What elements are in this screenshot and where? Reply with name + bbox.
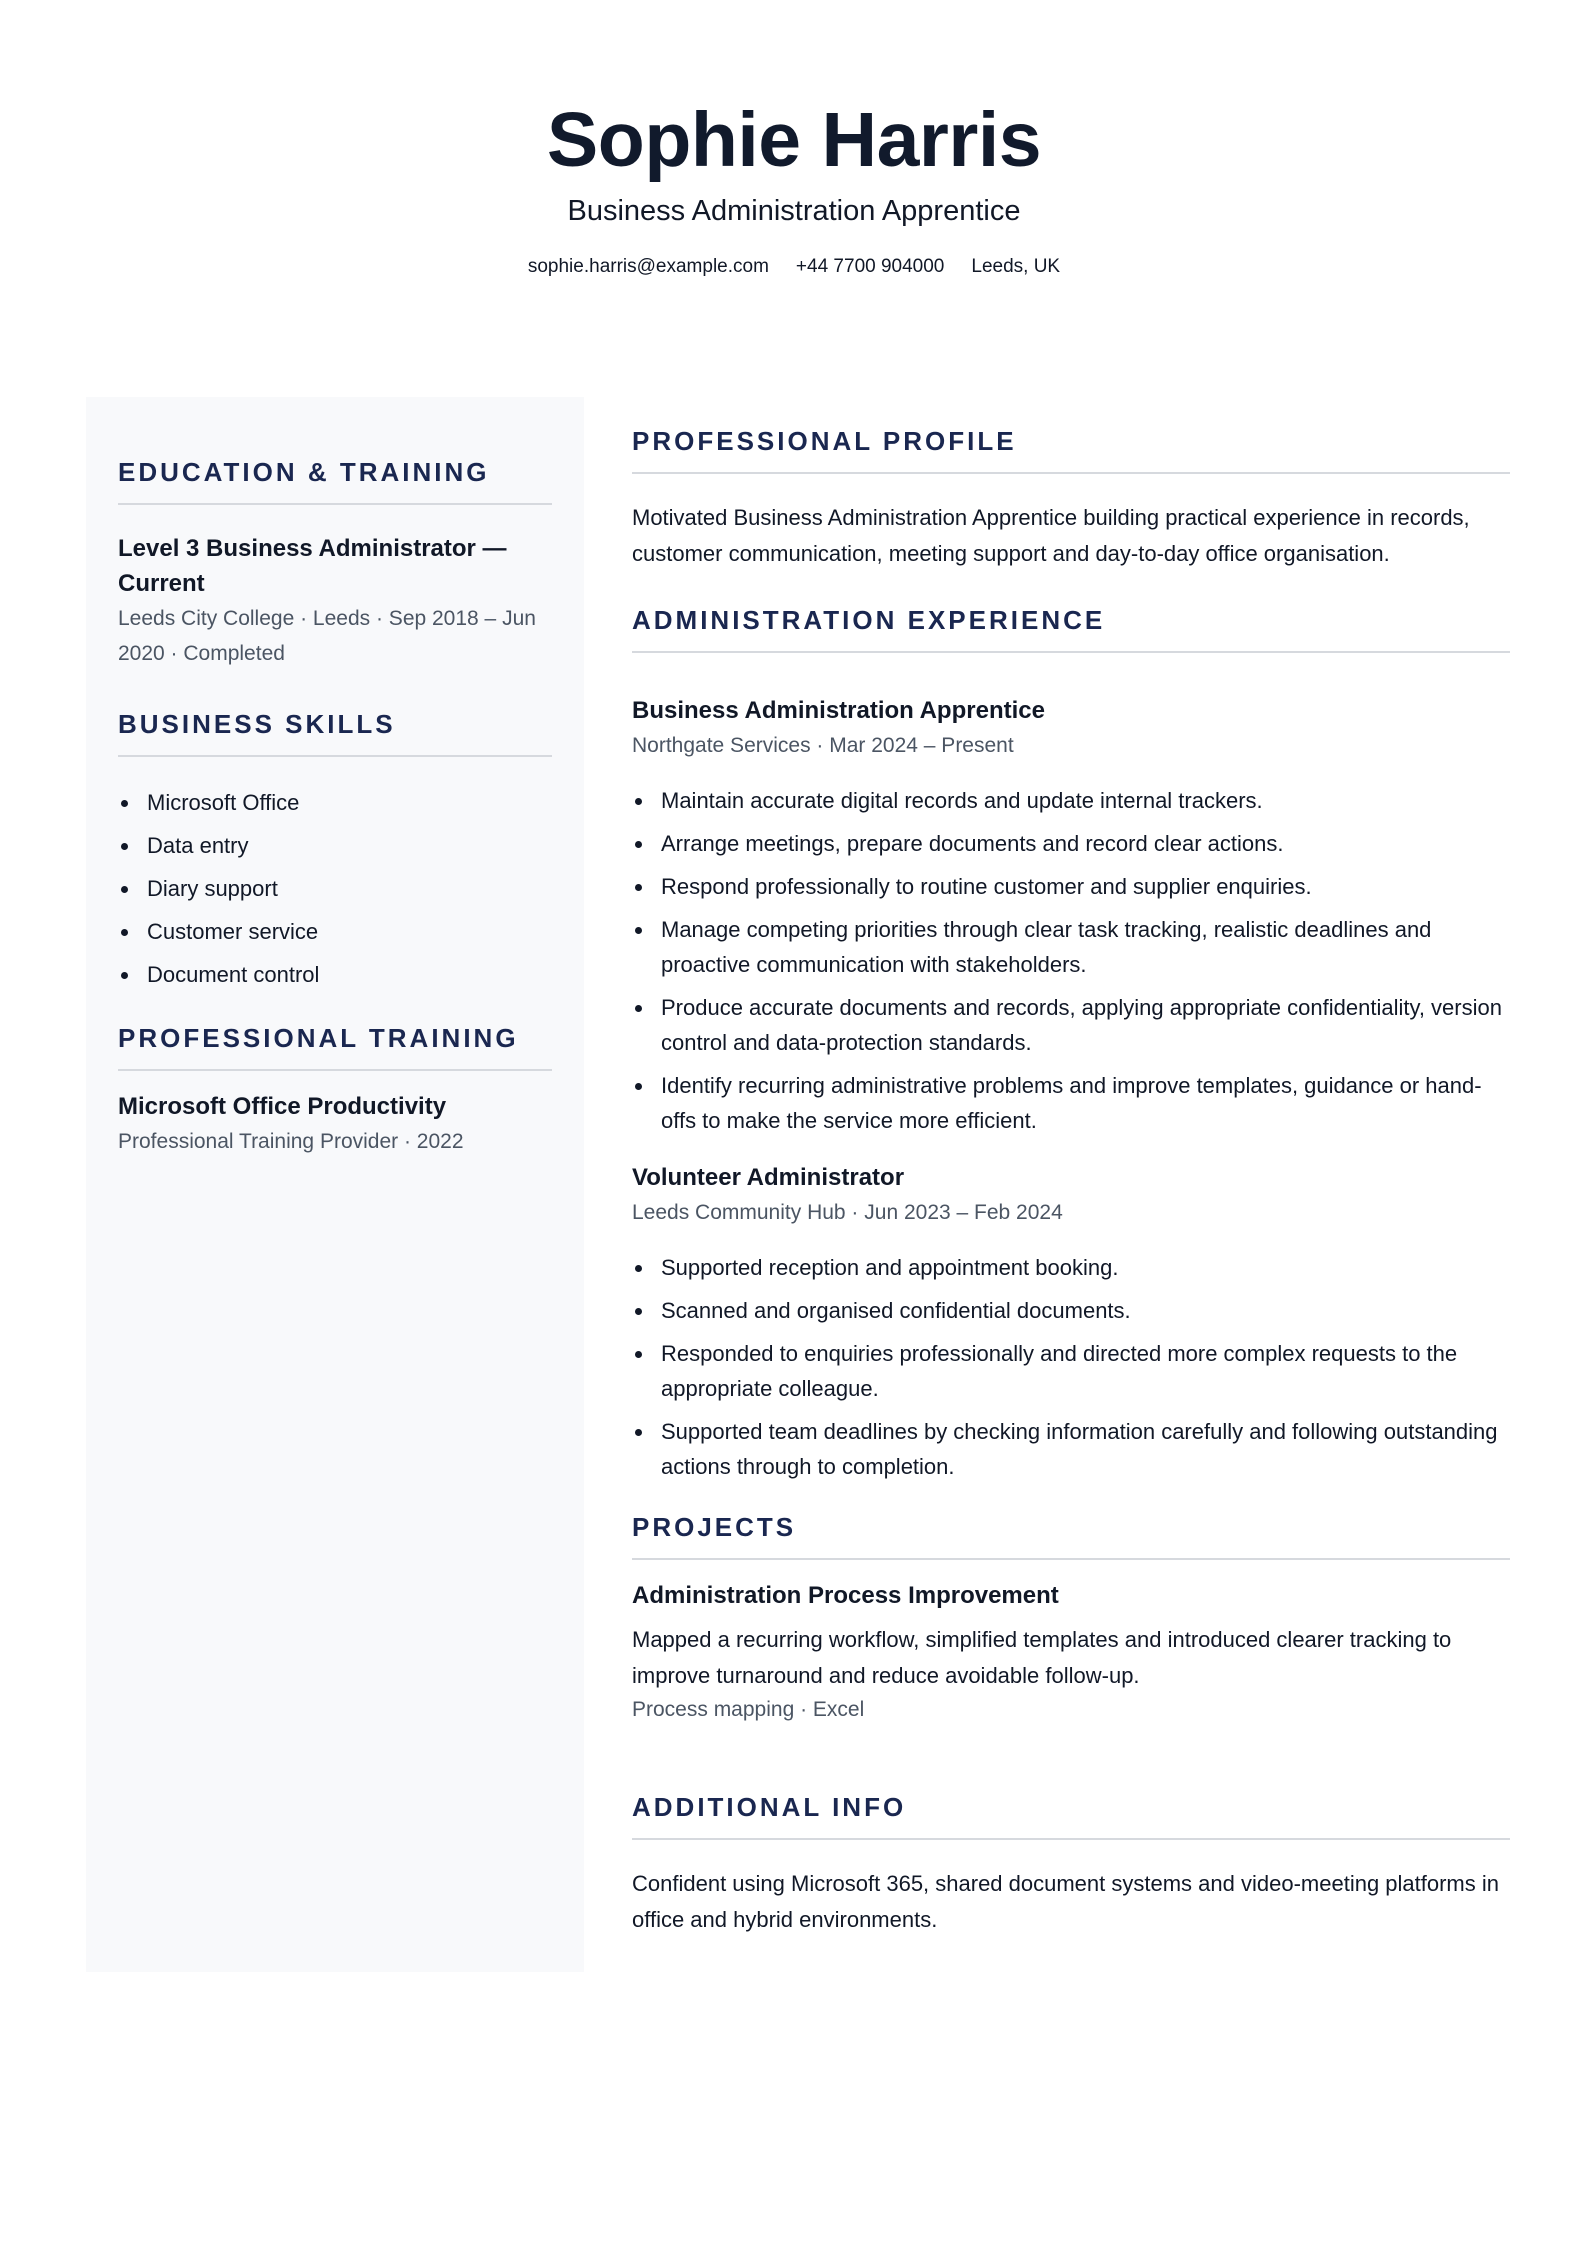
job-bullet (632, 826, 1510, 861)
job-bullet (632, 1250, 1510, 1285)
project-title: Administration Process Improvement (632, 1582, 1059, 1609)
additional-info-text: Confident using Microsoft 365, shared document systems and video-meeting platforms in office and hybrid environments. (632, 1871, 1499, 1932)
skills-section-title: BUSINESS SKILLS (118, 709, 396, 739)
section-divider (632, 472, 1510, 474)
skill-label: Diary support (147, 876, 278, 901)
training-section-title: PROFESSIONAL TRAINING (118, 1023, 519, 1053)
job-bullet-text: Responded to enquiries professionally and directed more complex requests to the appropriate colleague. (661, 1341, 1458, 1401)
bullet-icon (635, 798, 642, 805)
skill-item (118, 914, 552, 949)
job-meta: Leeds Community Hub · Jun 2023 – Feb 2024 (632, 1201, 1063, 1224)
education-section-title: EDUCATION & TRAINING (118, 457, 490, 487)
skill-label: Microsoft Office (147, 790, 300, 815)
bullet-icon (121, 886, 128, 893)
bullet-icon (635, 1083, 642, 1090)
projects-section-title: PROJECTS (632, 1512, 797, 1542)
contact-phone[interactable]: +44 7700 904000 (795, 256, 945, 277)
training-item (118, 1089, 552, 1159)
skill-item (118, 957, 552, 992)
job-bullet-text: Arrange meetings, prepare documents and record clear actions. (661, 831, 1284, 856)
section-divider (632, 1558, 1510, 1560)
education-item-title: Level 3 Business Administrator — Current (118, 535, 507, 597)
job-bullets (632, 783, 1510, 1138)
training-item-meta: Professional Training Provider · 2022 (118, 1130, 464, 1153)
skill-label: Data entry (147, 833, 249, 858)
education-item-meta: Leeds City College · Leeds · Sep 2018 – Jun 2020 · Completed (118, 607, 536, 665)
bullet-icon (635, 927, 642, 934)
training-item-title: Microsoft Office Productivity (118, 1093, 447, 1120)
candidate-name: Sophie Harris (546, 97, 1042, 183)
job-bullet (632, 869, 1510, 904)
job-bullet (632, 1068, 1510, 1138)
bullet-icon (121, 972, 128, 979)
contact-line (0, 254, 1588, 280)
job-bullet-text: Supported reception and appointment booking. (661, 1255, 1119, 1280)
bullet-icon (121, 843, 128, 850)
job-bullet (632, 912, 1510, 982)
project-entry (632, 1578, 1510, 1726)
job-bullet-text: Scanned and organised confidential documents. (661, 1298, 1131, 1323)
section-divider (118, 755, 552, 757)
contact-email[interactable]: sophie.harris@example.com (527, 256, 769, 277)
skill-item (118, 828, 552, 863)
bullet-icon (635, 884, 642, 891)
skill-label: Document control (147, 962, 320, 987)
job-bullet-text: Respond professionally to routine customer and supplier enquiries. (661, 874, 1312, 899)
skill-item (118, 871, 552, 906)
job-bullet (632, 1336, 1510, 1406)
additional-info-section-title: ADDITIONAL INFO (632, 1792, 907, 1822)
job-bullet-text: Identify recurring administrative problems and improve templates, guidance or hand-offs to make the service more efficient. (661, 1073, 1482, 1133)
bullet-icon (635, 1429, 642, 1436)
project-tools: Process mapping · Excel (632, 1698, 865, 1721)
bullet-icon (121, 800, 128, 807)
experience-section-title: ADMINISTRATION EXPERIENCE (632, 605, 1106, 635)
profile-section-title: PROFESSIONAL PROFILE (632, 426, 1017, 456)
job-bullet (632, 783, 1510, 818)
job-title: Volunteer Administrator (632, 1164, 905, 1191)
profile-text: Motivated Business Administration Apprentice building practical experience in records, customer communication, meeting support and day-to-day office organisation. (632, 505, 1470, 566)
bullet-icon (635, 1005, 642, 1012)
bullet-icon (635, 1308, 642, 1315)
skills-list (118, 785, 552, 992)
bullet-icon (635, 841, 642, 848)
section-divider (632, 651, 1510, 653)
job-bullets (632, 1250, 1510, 1484)
job-entry (632, 1160, 1510, 1484)
education-item (118, 531, 552, 671)
bullet-icon (635, 1351, 642, 1358)
job-bullet-text: Produce accurate documents and records, applying appropriate confidentiality, version control and data-protection standards. (661, 995, 1502, 1055)
bullet-icon (635, 1265, 642, 1272)
job-bullet (632, 1293, 1510, 1328)
job-bullet (632, 990, 1510, 1060)
sidebar (86, 397, 584, 1972)
job-bullet-text: Supported team deadlines by checking information carefully and following outstanding actions through to completion. (661, 1419, 1498, 1479)
contact-location: Leeds, UK (971, 256, 1061, 277)
skill-label: Customer service (147, 919, 319, 944)
job-title: Business Administration Apprentice (632, 697, 1045, 724)
skill-item (118, 785, 552, 820)
project-description: Mapped a recurring workflow, simplified templates and introduced clearer tracking to improve turnaround and reduce avoidable follow-up. (632, 1627, 1452, 1688)
main-column (632, 397, 1510, 1937)
job-bullet-text: Maintain accurate digital records and update internal trackers. (661, 788, 1263, 813)
section-divider (118, 1069, 552, 1071)
bullet-icon (121, 929, 128, 936)
job-meta: Northgate Services · Mar 2024 – Present (632, 734, 1014, 757)
section-divider (118, 503, 552, 505)
resume-header (0, 92, 1588, 280)
candidate-headline: Business Administration Apprentice (567, 195, 1021, 227)
job-bullet-text: Manage competing priorities through clear task tracking, realistic deadlines and proactive communication with stakeholders. (661, 917, 1432, 977)
job-entry (632, 693, 1510, 1138)
job-bullet (632, 1414, 1510, 1484)
section-divider (632, 1838, 1510, 1840)
